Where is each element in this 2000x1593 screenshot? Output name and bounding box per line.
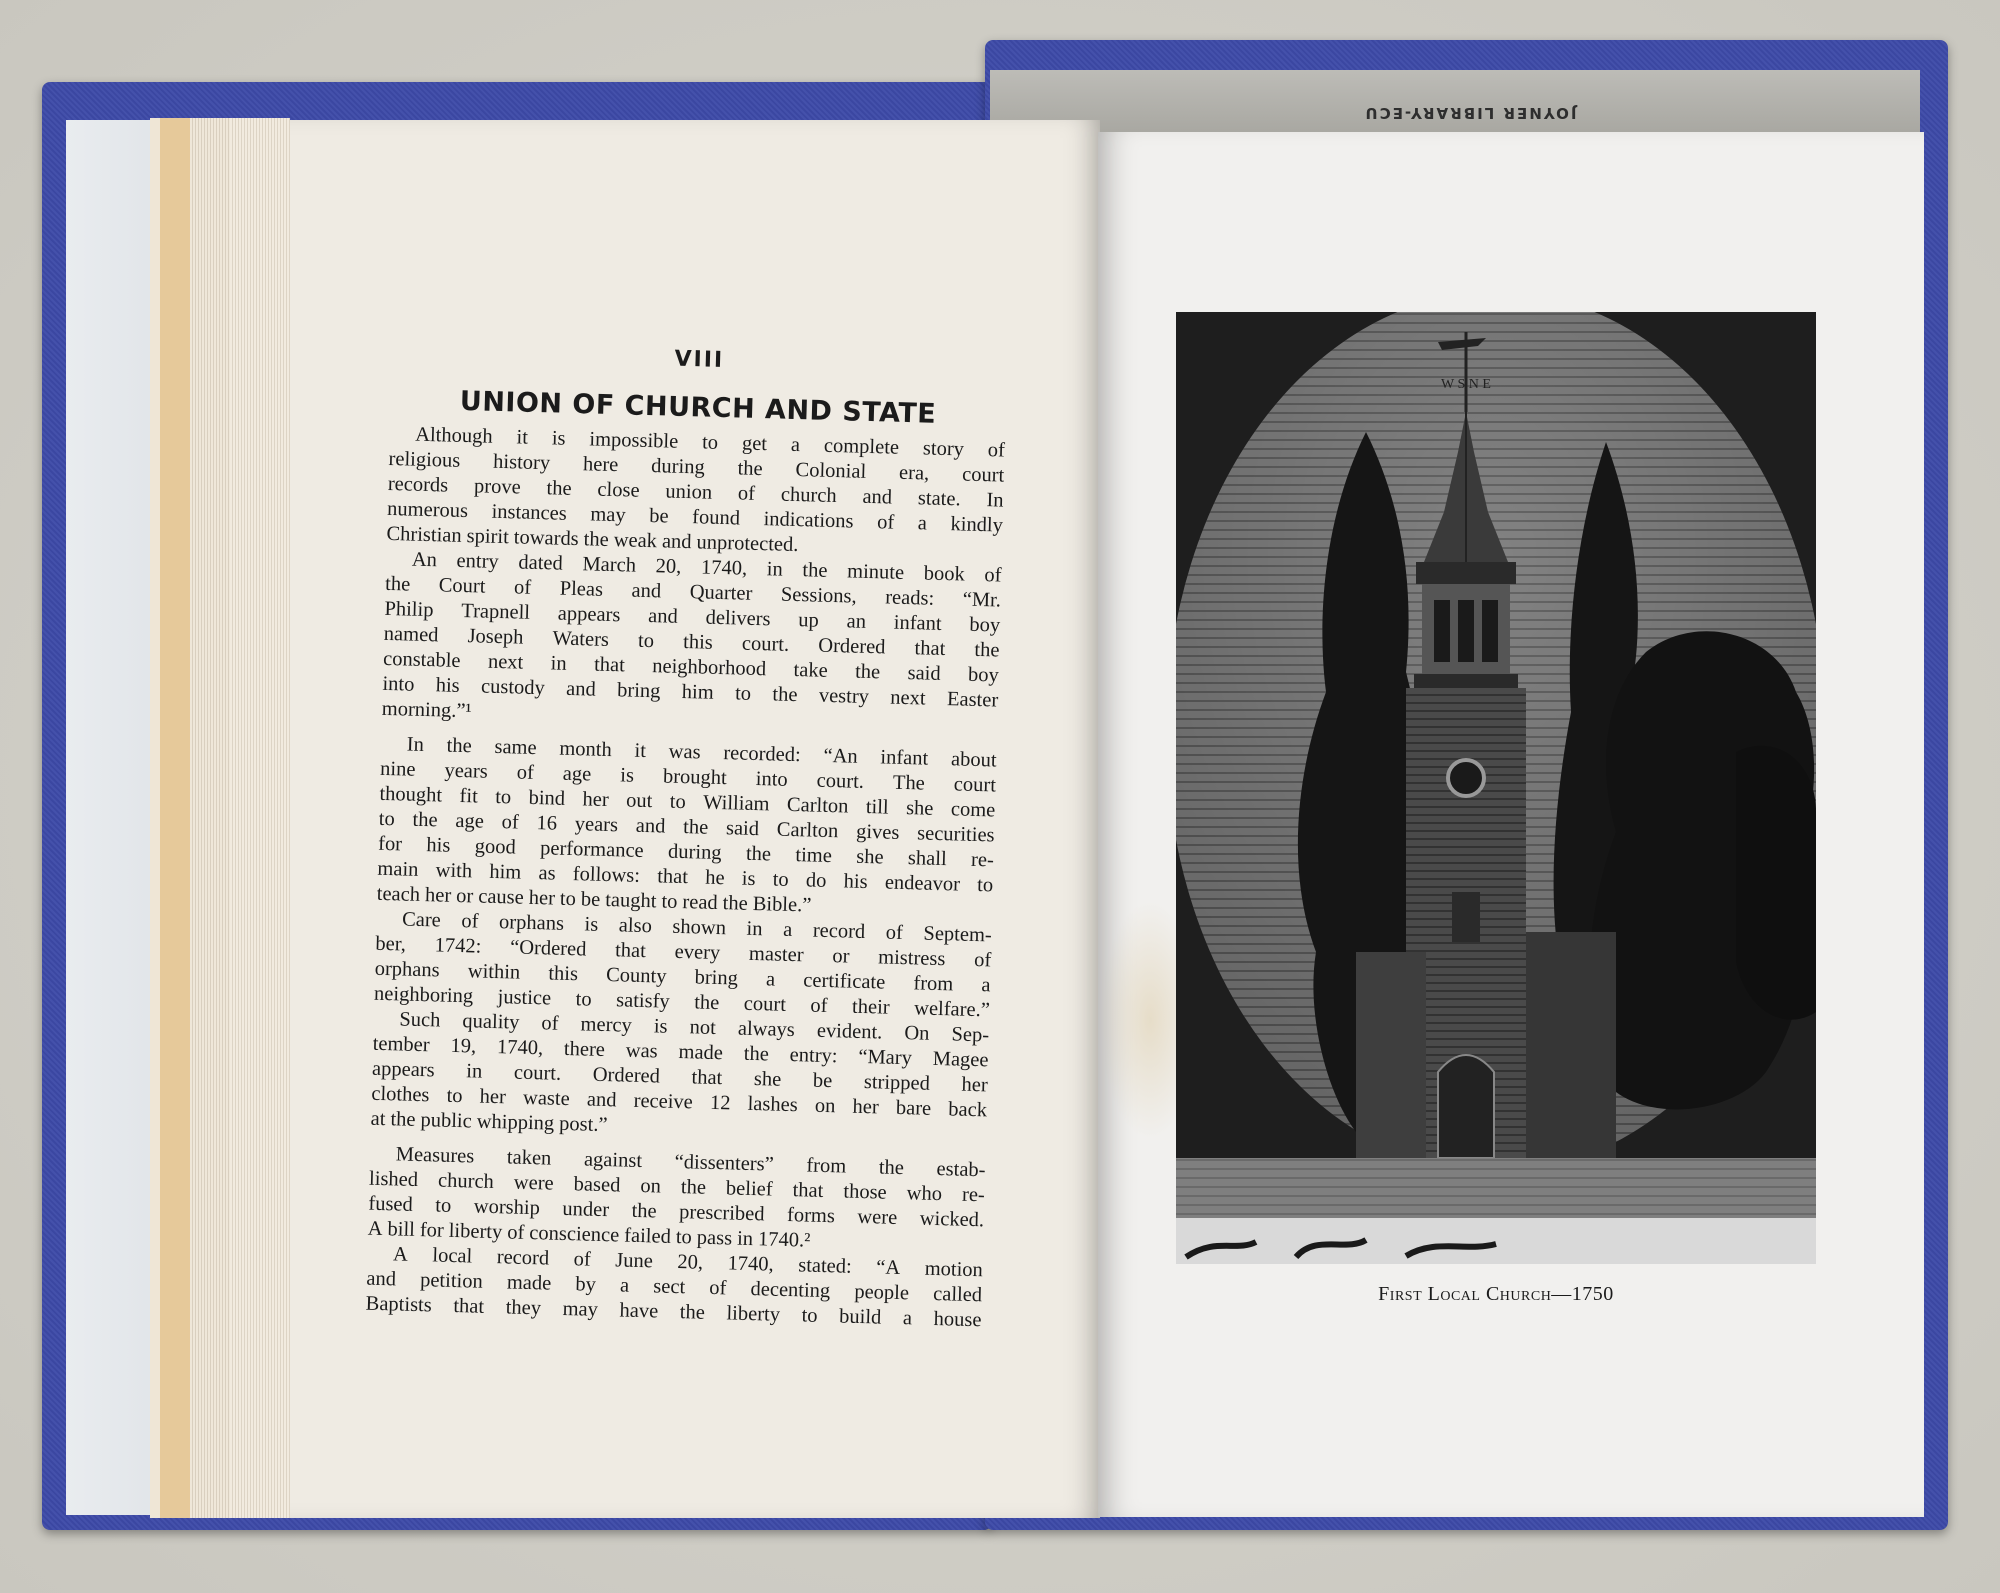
body-text bbox=[365, 422, 1005, 1333]
body-line: tember 19, 1740, there was made the entry: “Mary Magee bbox=[372, 1032, 989, 1072]
body-line: at the public whipping post.” bbox=[370, 1107, 608, 1137]
left-page bbox=[290, 120, 1100, 1518]
body-line: records prove the close union of church and state. In bbox=[387, 472, 1004, 512]
church-photo bbox=[1176, 312, 1816, 1264]
body-line: named Joseph Waters to this court. Ordered that the bbox=[383, 622, 1000, 662]
body-line: A local record of June 20, 1740, stated: “A motion bbox=[392, 1243, 984, 1282]
body-line: neighboring justice to satisfy the court of their welfare.” bbox=[373, 982, 991, 1022]
body-line: In the same month it was recorded: “An infant about bbox=[406, 733, 997, 772]
body-line: morning.”¹ bbox=[381, 697, 472, 723]
body-line: fused to worship under the prescribed forms were wicked. bbox=[368, 1192, 985, 1232]
body-line: Care of orphans is also shown in a record of Septem- bbox=[401, 908, 993, 947]
body-line: Baptists that they may have the liberty to build a house bbox=[365, 1292, 982, 1332]
body-line: An entry dated March 20, 1740, in the minute book of bbox=[411, 548, 1002, 587]
body-line: Christian spirit towards the weak and unprotected. bbox=[386, 522, 799, 557]
body-line: religious history here during the Colonial era, court bbox=[388, 447, 1005, 487]
page-edges-tan bbox=[160, 118, 190, 1518]
body-line: Measures taken against “dissenters” from the estab- bbox=[395, 1143, 986, 1182]
body-line: the Court of Pleas and Quarter Sessions, reads: “Mr. bbox=[384, 572, 1002, 612]
body-line: Such quality of mercy is not always evident. On Sep- bbox=[399, 1008, 990, 1047]
body-line: teach her or cause her to be taught to read the Bible.” bbox=[376, 882, 812, 917]
body-line: nine years of age is brought into court. The court bbox=[379, 757, 997, 797]
body-line: to the age of 16 years and the said Carlton gives securities bbox=[378, 807, 995, 847]
church-illustration bbox=[1176, 312, 1816, 1264]
body-line: Although it is impossible to get a complete story of bbox=[414, 423, 1006, 462]
chapter-number: VIII bbox=[674, 346, 725, 373]
photo-caption: First Local Church—1750 bbox=[1378, 1283, 1614, 1305]
body-line: Philip Trapnell appears and delivers up an infant boy bbox=[384, 597, 1001, 637]
page-edges-stack bbox=[190, 118, 230, 1518]
chapter-title: UNION OF CHURCH AND STATE bbox=[459, 385, 937, 430]
body-line: clothes to her waste and receive 12 lashes on her bare back bbox=[371, 1082, 988, 1122]
text-block bbox=[365, 332, 1007, 1333]
weathervane-letters: W S N E bbox=[1441, 377, 1491, 392]
body-line: orphans within this County bring a certificate from a bbox=[374, 957, 991, 997]
body-line: thought fit to bind her out to William Carlton till she come bbox=[379, 782, 996, 822]
body-line: into his custody and bring him to the vestry next Easter bbox=[382, 672, 999, 712]
body-line: ber, 1742: “Ordered that every master or mistress of bbox=[375, 932, 992, 972]
body-line: main with him as follows: that he is to do his endeavor to bbox=[377, 857, 994, 897]
body-line: and petition made by a sect of decenting people called bbox=[366, 1267, 983, 1307]
body-line: for his good performance during the time she shall re- bbox=[377, 832, 995, 872]
body-line: appears in court. Ordered that she be stripped her bbox=[371, 1057, 989, 1097]
body-line: lished church were based on the belief that those who re- bbox=[368, 1167, 986, 1207]
spine-label: JOYNER LIBRARY-ECU bbox=[1363, 104, 1577, 122]
body-line: constable next in that neighborhood take the said boy bbox=[382, 647, 1000, 687]
body-line: A bill for liberty of conscience failed to pass in 1740.² bbox=[367, 1217, 811, 1252]
body-line: numerous instances may be found indications of a kindly bbox=[386, 497, 1004, 537]
page-edges-stack-inner bbox=[230, 118, 290, 1518]
